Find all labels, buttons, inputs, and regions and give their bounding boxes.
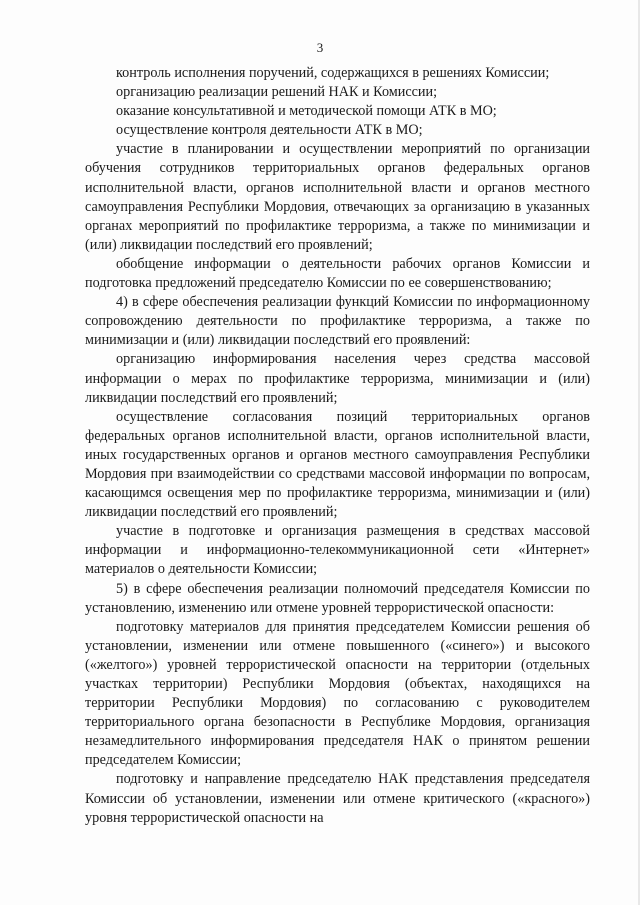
page-number: 3: [316, 40, 324, 55]
paragraph-8: организацию информирования населения через средства массовой информации о мерах по профилактике терроризма, минимизации и (или) ликвидации последствий его проявлений;: [85, 351, 590, 406]
paragraph-4: осуществление контроля деятельности АТК в МО;: [116, 122, 423, 139]
paragraph-13: подготовку и направление председателю НАК представления председателя Комиссии об установлении, изменении или отмене критического («красного») уровня террористической опасности на: [85, 771, 590, 826]
paragraph-11: 5) в сфере обеспечения реализации полномочий председателя Комиссии по установлению, изменению или отмене уровней террористической опасности:: [85, 580, 590, 616]
paragraph-12: подготовку материалов для принятия председателем Комиссии решения об установлении, изменении или отмене повышенного («синего») и высокого («желтого») уровней террористической опасности на территории (отдельных участках территории) Республики Мордовия (объектах, находящихся на территории Республики Мордовия) по согласованию с руководителем территориального органа безопасности в Республике Мордовия, организация незамедлительного информирования председателя НАК о принятом решении председателем Комиссии;: [85, 618, 590, 769]
paragraph-5: участие в планировании и осуществлении мероприятий по организации обучения сотрудников территориальных органов федеральных органов исполнительной власти, органов исполнительной власти и органов местного самоуправления Республики Мордовия, отвечающих за организацию в указанных органах мероприятий по профилактике терроризма, а также по минимизации и (или) ликвидации последствий его проявлений;: [85, 141, 590, 253]
paragraph-3: оказание консультативной и методической помощи АТК в МО;: [116, 103, 497, 120]
paragraph-6: обобщение информации о деятельности рабочих органов Комиссии и подготовка предложений председателю Комиссии по ее совершенствованию;: [85, 255, 590, 292]
document-body: [85, 64, 590, 828]
paragraph-10: участие в подготовке и организация размещения в средствах массовой информации и информационно-телекоммуникационной сети «Интернет» материалов о деятельности Комиссии;: [85, 523, 590, 578]
paragraph-1: контроль исполнения поручений, содержащихся в решениях Комиссии;: [116, 65, 550, 81]
paragraph-2: организацию реализации решений НАК и Комиссии;: [116, 84, 438, 101]
paragraph-7: 4) в сфере обеспечения реализации функций Комиссии по информационному сопровождению деятельности по профилактике терроризма, а также по минимизации и (или) ликвидации последствий его проявлений:: [85, 294, 590, 349]
paragraph-9: осуществление согласования позиций территориальных органов федеральных органов исполнительной власти, органов исполнительной власти, иных государственных органов и органов местного самоуправления Республики Мордовия при взаимодействии со средствами массовой информации по вопросам, касающимся освещения мер по профилактике терроризма, минимизации и (или) ликвидации последствий его проявлений;: [85, 408, 590, 521]
